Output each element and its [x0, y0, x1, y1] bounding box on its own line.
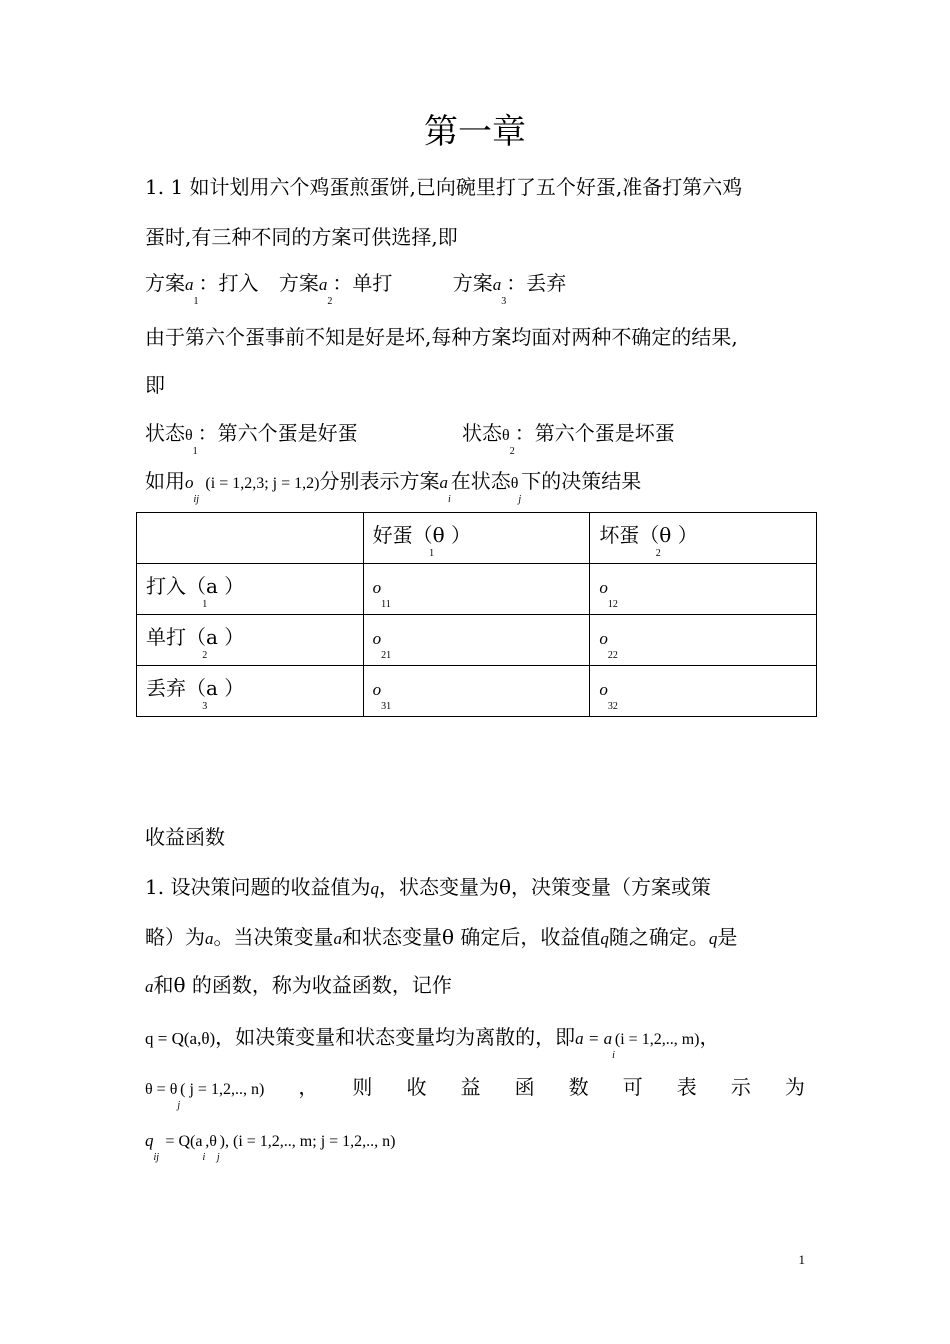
table-header-cell — [137, 513, 364, 564]
table-cell: $o_{31}$ — [363, 666, 590, 717]
justified-sentence: $\theta = \theta_j$( j = 1,2,.., n) ， 则 收 益 函 数 可 表 示 为 — [145, 1075, 805, 1111]
table-cell: $o_{12}$ — [590, 564, 817, 615]
paragraph-2-line-2: 即 — [145, 373, 165, 397]
page-title: 第一章 — [424, 112, 526, 152]
table-header-row — [137, 513, 817, 564]
table-cell: 打入（a ）$_1$ — [137, 564, 364, 615]
table-cell: $o_{21}$ — [363, 615, 590, 666]
table-row — [137, 564, 817, 615]
states-line: 状态$\theta_1$：第六个蛋是好蛋 状态$\theta_2$：第六个蛋是坏蛋 — [145, 421, 675, 457]
table-cell: $o_{11}$ — [363, 564, 590, 615]
decision-table — [136, 512, 817, 717]
table-row — [137, 615, 817, 666]
table-cell: $o_{32}$ — [590, 666, 817, 717]
table-cell: 单打（a ）$_2$ — [137, 615, 364, 666]
payoff-line-4: q = Q(a,θ)，如决策变量和状态变量均为离散的，即$a = a_i(i = 1,2$,.., m)， — [145, 1025, 720, 1061]
paragraph-1-line-2: 蛋时,有三种不同的方案可供选择,即 — [145, 225, 458, 249]
page-number: 1 — [798, 1252, 805, 1267]
section-heading: 收益函数 — [145, 825, 225, 849]
table-header-cell: 坏蛋（θ ）$_2$ — [590, 513, 817, 564]
payoff-line-1: 1. 设决策问题的收益值为q，状态变量为θ，决策变量（方案或策 — [145, 875, 711, 899]
paragraph-2-line-1: 由于第六个蛋事前不知是好是坏,每种方案均面对两种不确定的结果, — [145, 325, 738, 349]
plans-line: 方案$a_1$：打入 方案$a_2$：单打 方案$a_3$：丢弃 — [145, 271, 567, 307]
payoff-line-5 — [145, 1072, 805, 1111]
table-cell: 丢弃（a ）$_3$ — [137, 666, 364, 717]
payoff-line-2: 略）为a。当决策变量a和状态变量θ 确定后，收益值q随之确定。q是 — [145, 925, 738, 949]
table-row — [137, 666, 817, 717]
paragraph-1-line-1: 1. 1 如计划用六个鸡蛋煎蛋饼,已向碗里打了五个好蛋,准备打第六鸡 — [145, 175, 743, 199]
table-header-cell: 好蛋（θ ）$_1$ — [363, 513, 590, 564]
payoff-formula: $q_{ij} = Q(a_i,\theta_j)$, (i = 1,2,.., m; j = 1,2,.., n) — [145, 1131, 396, 1163]
payoff-line-3: a和θ 的函数，称为收益函数，记作 — [145, 973, 452, 997]
notation-line: 如用$o_{ij}$ (i = 1,2,3; j = 1,2)分别表示方案$a_i$在状态$\theta_j$下的决策结果 — [145, 469, 642, 505]
table-cell: $o_{22}$ — [590, 615, 817, 666]
